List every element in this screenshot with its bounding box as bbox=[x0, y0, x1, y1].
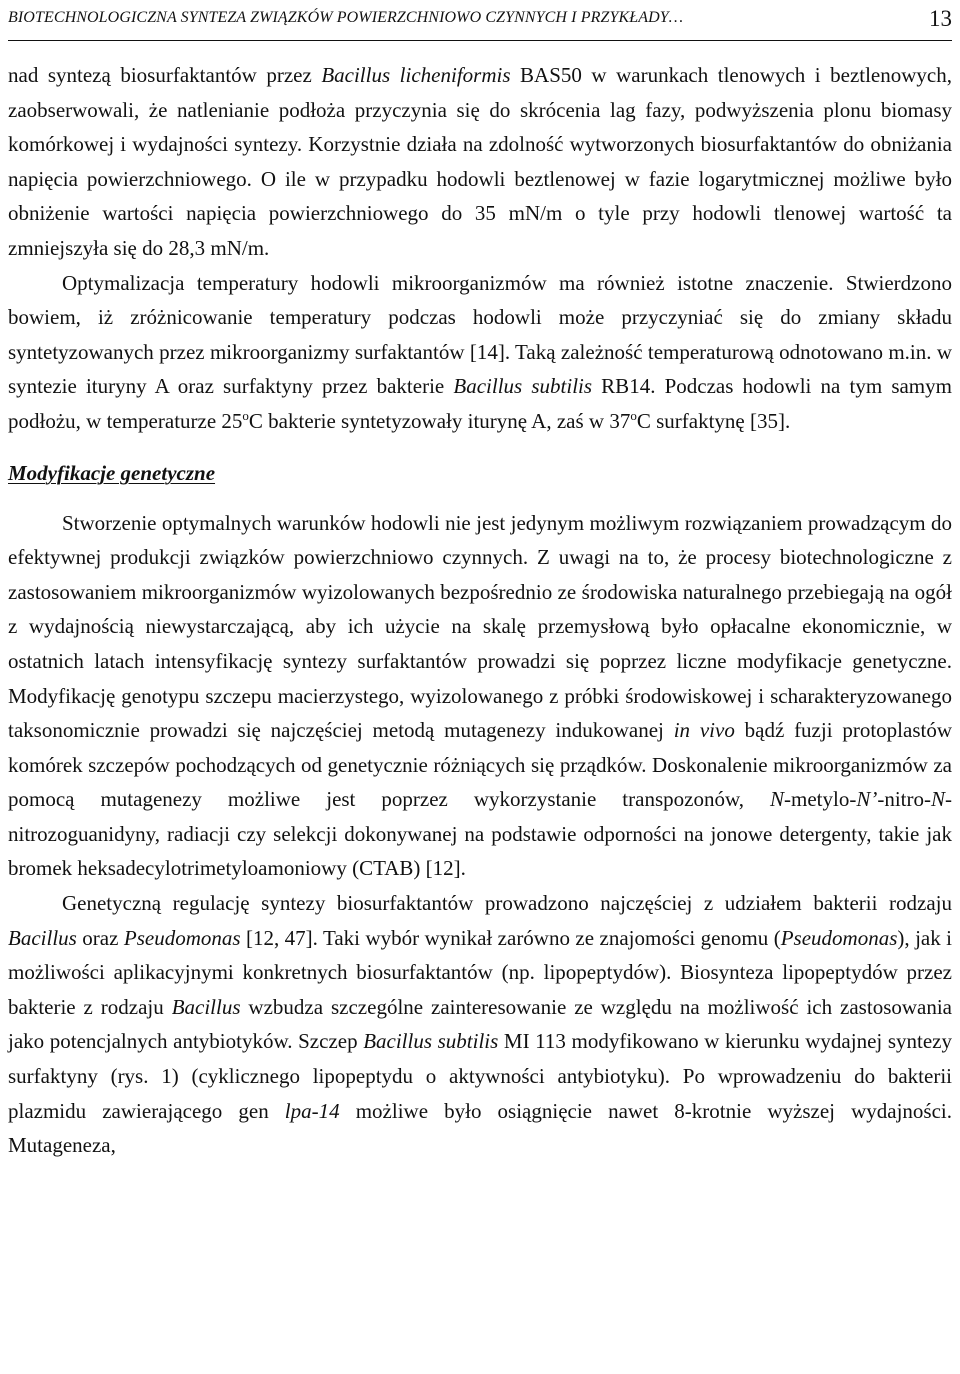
paragraph-oxygenation bbox=[8, 58, 952, 266]
paragraph-genetic-modifications bbox=[8, 506, 952, 887]
document-page bbox=[8, 0, 952, 1163]
italic-term: in vivo bbox=[673, 718, 735, 743]
degree-superscript: o bbox=[242, 407, 249, 423]
text-run: -nitro- bbox=[877, 787, 931, 812]
italic-species-name: Bacillus licheniformis bbox=[321, 63, 511, 87]
text-run: BAS50 w warunkach tlenowych i beztlenowych, zaobserwowali, że natlenianie podłoża przyczynia się do skrócenia lag fazy, podwyższenia plonu biomasy komórkowej i wydajności syntezy. Korzystnie działa na zdolność wytworzonych biosurfaktantów do obniżania napięcia powierzchniowego. O ile w przypadku hodowli beztlenowej w fazie logarytmicznej możliwe było obniżenie wartości napięcia powierzchniowego do 35 mN/m o tyle przy hodowli tlenowej wartość ta zmniejszyła się do 28,3 mN/m. bbox=[8, 63, 952, 260]
italic-genus-name: Bacillus bbox=[171, 994, 241, 1019]
italic-genus-name: Pseudomonas bbox=[123, 925, 241, 950]
section-heading: Modyfikacje genetyczne bbox=[8, 460, 216, 485]
italic-gene-name: lpa-14 bbox=[284, 1098, 340, 1123]
degree-superscript: o bbox=[630, 407, 637, 423]
text-run: -metylo- bbox=[784, 787, 857, 812]
text-run: ), jak i możliwości aplikacyjnymi konkretnych biosurfaktantów (np. lipopeptydów). Biosynteza lipopeptydów przez bakterie z rodzaju bbox=[8, 925, 953, 1019]
page-number: 13 bbox=[929, 6, 952, 31]
text-run: wzbudza szczególne zainteresowanie ze względu na możliwość ich zastosowania jako potencjalnych antybiotyków. Szczep bbox=[8, 994, 953, 1054]
text-run: C bakterie syntetyzowały iturynę A, zaś w 37 bbox=[248, 408, 631, 433]
italic-species-name: Bacillus subtilis bbox=[363, 1029, 499, 1054]
text-run: [12, 47]. Taki wybór wynikał zarówno ze znajomości genomu ( bbox=[240, 925, 781, 950]
italic-term: N’ bbox=[856, 787, 878, 812]
text-run: -nitrozoguanidyny, radiacji czy selekcji dokonywanej na podstawie odporności na jonowe detergenty, takie jak bromek heksadecylotrimetyloamoniowy (CTAB) [12]. bbox=[8, 787, 952, 881]
paragraph-genetic-regulation bbox=[8, 886, 952, 1163]
text-run: bądź fuzji protoplastów komórek szczepów pochodzących od genetycznie różniących się prządków. Doskonalenie mikroorganizmów za pomocą mutagenezy możliwe jest poprzez wykorzystanie transpozonów, bbox=[8, 718, 953, 812]
running-title: BIOTECHNOLOGICZNA SYNTEZA ZWIĄZKÓW POWIERZCHNIOWO CZYNNYCH I PRZYKŁADY… bbox=[8, 9, 684, 26]
italic-term: N bbox=[930, 787, 945, 812]
text-run: C surfaktynę [35]. bbox=[636, 408, 791, 433]
text-run: RB14. Podczas hodowli na tym samym podłożu, w temperaturze 25 bbox=[8, 374, 952, 433]
italic-species-name: Bacillus subtilis bbox=[453, 374, 593, 399]
text-run: MI 113 modyfikowano w kierunku wydajnej syntezy surfaktyny (rys. 1) (cyklicznego lipopeptydu o aktywności antybiotyku). Po wprowadzeniu do bakterii plazmidu zawierającego gen bbox=[8, 1029, 952, 1123]
text-run: nad syntezą biosurfaktantów przez bbox=[8, 63, 322, 87]
body-text bbox=[8, 58, 952, 1163]
text-run: Optymalizacja temperatury hodowli mikroorganizmów ma również istotne znaczenie. Stwierdzono bowiem, iż zróżnicowanie temperatury podczas hodowli może przyczyniać się do zmiany składu syntetyzowanych przez mikroorganizmy surfaktantów [14]. Taką zależność temperaturową odnotowano m.in. w syntezie ituryny A oraz surfaktyny przez bakterie bbox=[8, 270, 952, 399]
italic-term: N bbox=[770, 787, 785, 812]
paragraph-temperature bbox=[8, 266, 952, 439]
italic-genus-name: Pseudomonas bbox=[780, 925, 898, 950]
text-run: możliwe było osiągnięcie nawet 8-krotnie wyższej wydajności. Mutageneza, bbox=[8, 1098, 952, 1158]
text-run: Genetyczną regulację syntezy biosurfaktantów prowadzono najczęściej z udziałem bakterii rodzaju bbox=[62, 891, 952, 916]
italic-genus-name: Bacillus bbox=[8, 925, 77, 950]
text-run: Stworzenie optymalnych warunków hodowli nie jest jedynym możliwym rozwiązaniem prowadzącym do efektywnej produkcji związków powierzchniowo czynnych. Z uwagi na to, że procesy biotechnologiczne z zastosowaniem mikroorganizmów wyizolowanych bezpośrednio ze środowiska naturalnego przebiegają na ogół z wydajnością niewystarczającą, aby ich użycie na skalę przemysłową było opłacalne ekonomicznie, w ostatnich latach intensyfikację syntezy surfaktantów prowadzi się poprzez liczne modyfikacje genetyczne. Modyfikację genotypu szczepu macierzystego, wyizolowanego z próbki środowiskowej i scharakteryzowanego taksonomicznie prowadzi się najczęściej metodą mutagenezy indukowanej bbox=[8, 510, 952, 743]
running-header bbox=[8, 6, 952, 41]
text-run: oraz bbox=[76, 925, 124, 950]
